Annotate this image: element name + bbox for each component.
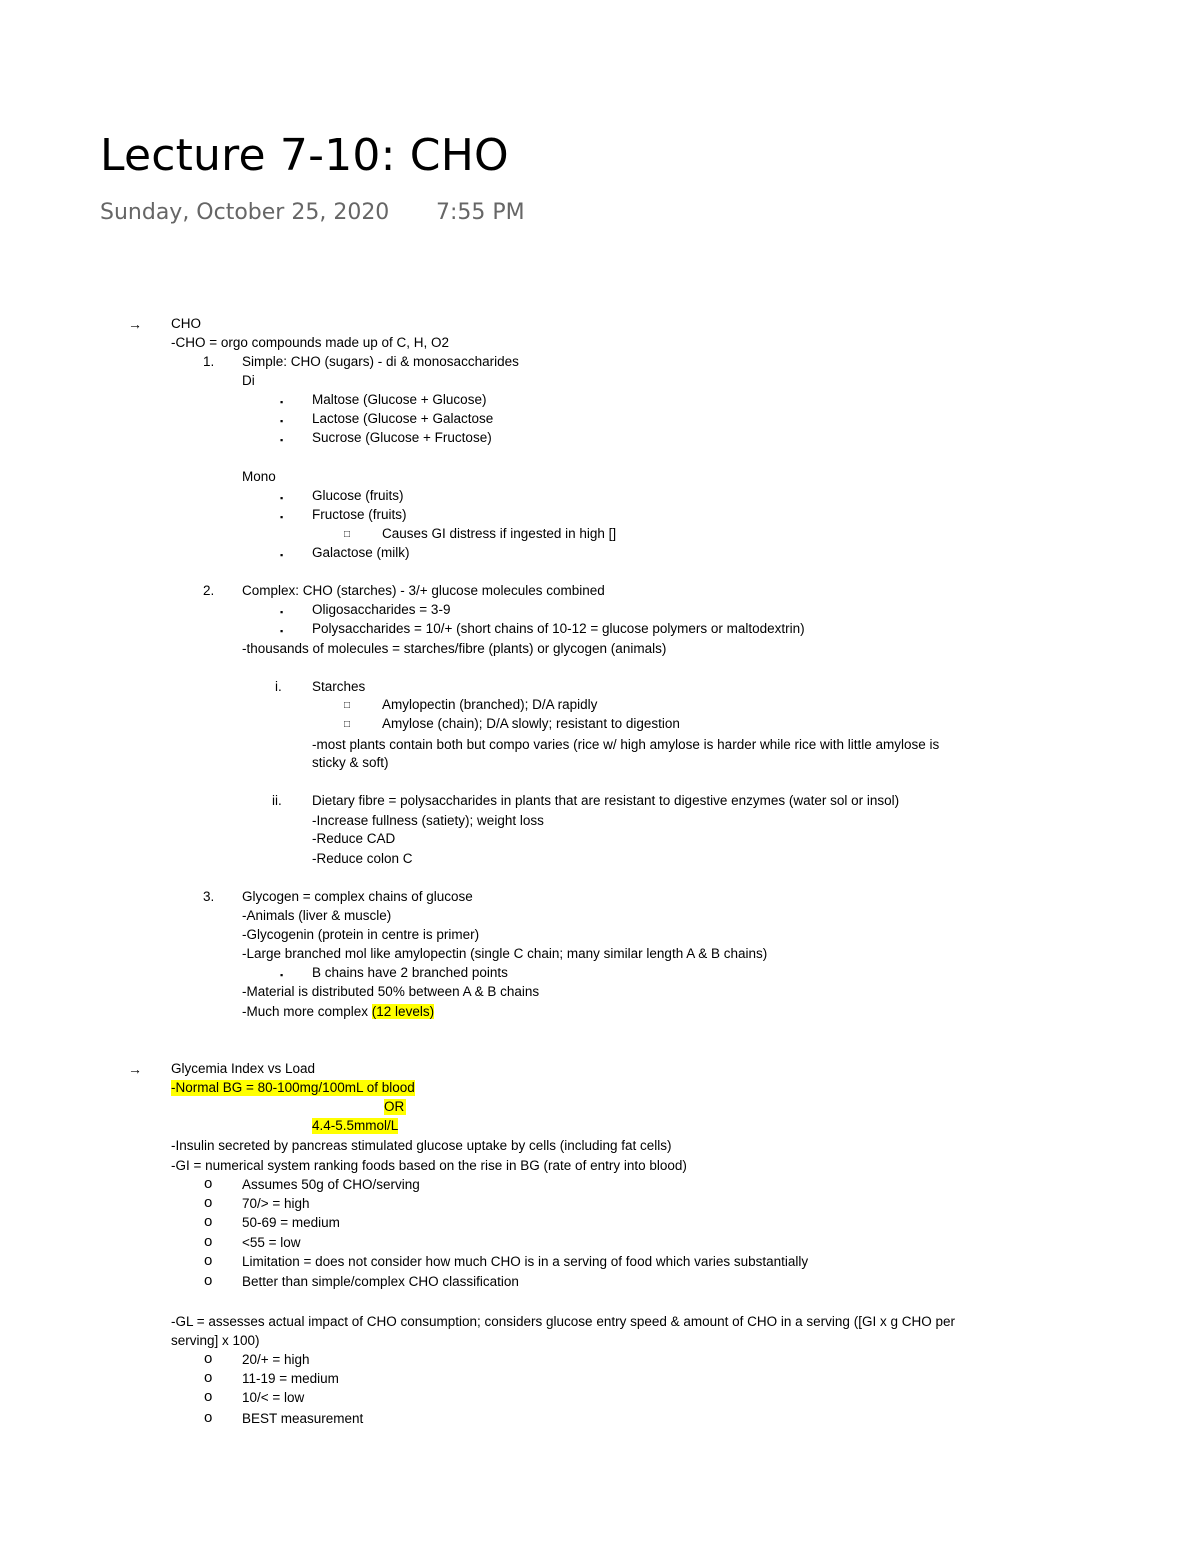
- list-item: Amylopectin (branched); D/A rapidly: [382, 697, 598, 712]
- square-bullet-icon: ▪: [280, 512, 284, 522]
- list-item: Maltose (Glucose + Glucose): [312, 392, 487, 407]
- cho-definition: -CHO = orgo compounds made up of C, H, O2: [171, 335, 450, 350]
- list-number: 2.: [203, 583, 215, 598]
- roman-numeral: ii.: [272, 793, 282, 808]
- note-line: -thousands of molecules = starches/fibre (plants) or glycogen (animals): [242, 641, 667, 656]
- note-line-complex: [242, 1004, 434, 1020]
- square-bullet-icon: ▪: [280, 493, 284, 503]
- square-bullet-icon: ▪: [280, 607, 284, 617]
- hollow-square-bullet-icon: □: [344, 719, 351, 730]
- mono-label: Mono: [242, 469, 276, 484]
- note-line: -Reduce colon C: [312, 851, 413, 866]
- note-line: -Reduce CAD: [312, 831, 396, 846]
- starches-label: Starches: [312, 679, 366, 694]
- square-bullet-icon: ▪: [280, 550, 284, 560]
- circle-bullet-icon: o: [204, 1369, 213, 1386]
- hollow-square-bullet-icon: □: [344, 700, 351, 711]
- list-item: Fructose (fruits): [312, 507, 407, 522]
- di-label: Di: [242, 373, 255, 388]
- circle-bullet-icon: o: [204, 1350, 213, 1367]
- note-line: -Large branched mol like amylopectin (single C chain; many similar length A & B chains): [242, 946, 768, 961]
- note-line: -Animals (liver & muscle): [242, 908, 392, 923]
- list-item: B chains have 2 branched points: [312, 965, 508, 980]
- note-line: -GI = numerical system ranking foods based on the rise in BG (rate of entry into blood): [171, 1158, 687, 1173]
- list-item: 10/< = low: [242, 1390, 305, 1405]
- note-line: sticky & soft): [312, 755, 389, 770]
- list-item: Causes GI distress if ingested in high []: [382, 526, 617, 541]
- highlighted-text: (12 levels): [371, 1004, 435, 1019]
- note-line: -GL = assesses actual impact of CHO consumption; considers glucose entry speed & amount of CHO in a serving ([GI x g CHO per: [171, 1314, 955, 1329]
- list-item: 50-69 = medium: [242, 1215, 340, 1230]
- section-heading-glycemia: Glycemia Index vs Load: [171, 1061, 316, 1076]
- list-item: Oligosaccharides = 3-9: [312, 602, 451, 617]
- list-item: Galactose (milk): [312, 545, 410, 560]
- list-item: Assumes 50g of CHO/serving: [242, 1177, 420, 1192]
- note-text: -Much more complex: [242, 1004, 372, 1019]
- circle-bullet-icon: o: [204, 1252, 213, 1269]
- list-item: 11-19 = medium: [242, 1371, 339, 1386]
- page-dateline: [100, 200, 525, 225]
- circle-bullet-icon: o: [204, 1213, 213, 1230]
- complex-cho: Complex: CHO (starches) - 3/+ glucose molecules combined: [242, 583, 605, 598]
- note-line: -Glycogenin (protein in centre is primer): [242, 927, 480, 942]
- square-bullet-icon: ▪: [280, 970, 284, 980]
- list-item: BEST measurement: [242, 1411, 364, 1426]
- list-item: Amylose (chain); D/A slowly; resistant to digestion: [382, 716, 680, 731]
- mmol-highlight: 4.4-5.5mmol/L: [312, 1118, 399, 1133]
- section-heading-cho: CHO: [171, 316, 201, 331]
- circle-bullet-icon: o: [204, 1409, 213, 1426]
- note-line: -Insulin secreted by pancreas stimulated glucose uptake by cells (including fat cells): [171, 1138, 672, 1153]
- square-bullet-icon: ▪: [280, 626, 284, 636]
- square-bullet-icon: ▪: [280, 416, 284, 426]
- list-number: 3.: [203, 889, 215, 904]
- page-time: 7:55 PM: [436, 200, 525, 225]
- list-item: Better than simple/complex CHO classification: [242, 1274, 519, 1289]
- hollow-square-bullet-icon: □: [344, 529, 351, 540]
- circle-bullet-icon: o: [204, 1175, 213, 1192]
- circle-bullet-icon: o: [204, 1272, 213, 1289]
- square-bullet-icon: ▪: [280, 435, 284, 445]
- list-item: Polysaccharides = 10/+ (short chains of 10-12 = glucose polymers or maltodextrin): [312, 621, 805, 636]
- list-item: Sucrose (Glucose + Fructose): [312, 430, 492, 445]
- list-number: 1.: [203, 354, 215, 369]
- page-title: Lecture 7-10: CHO: [100, 130, 509, 181]
- list-item: Glucose (fruits): [312, 488, 404, 503]
- or-highlight: OR: [384, 1099, 405, 1114]
- list-item: 20/+ = high: [242, 1352, 310, 1367]
- page-date: Sunday, October 25, 2020: [100, 200, 390, 225]
- circle-bullet-icon: o: [204, 1194, 213, 1211]
- glycogen-label: Glycogen = complex chains of glucose: [242, 889, 473, 904]
- square-bullet-icon: ▪: [280, 397, 284, 407]
- list-item: <55 = low: [242, 1235, 301, 1250]
- list-item: 70/> = high: [242, 1196, 310, 1211]
- note-line: serving] x 100): [171, 1333, 260, 1348]
- list-item: Limitation = does not consider how much CHO is in a serving of food which varies substantially: [242, 1254, 809, 1269]
- note-line: -Material is distributed 50% between A & B chains: [242, 984, 540, 999]
- normal-bg-highlight: -Normal BG = 80-100mg/100mL of blood: [171, 1080, 415, 1095]
- roman-numeral: i.: [275, 679, 282, 694]
- fibre-label: Dietary fibre = polysaccharides in plants that are resistant to digestive enzymes (water sol or insol): [312, 793, 900, 808]
- note-line: -most plants contain both but compo varies (rice w/ high amylose is harder while rice with little amylose is: [312, 737, 940, 752]
- simple-cho: Simple: CHO (sugars) - di & monosaccharides: [242, 354, 519, 369]
- circle-bullet-icon: o: [204, 1233, 213, 1250]
- arrow-icon: →: [128, 316, 142, 332]
- arrow-icon: →: [128, 1061, 142, 1077]
- list-item: Lactose (Glucose + Galactose: [312, 411, 494, 426]
- note-line: -Increase fullness (satiety); weight loss: [312, 813, 544, 828]
- circle-bullet-icon: o: [204, 1388, 213, 1405]
